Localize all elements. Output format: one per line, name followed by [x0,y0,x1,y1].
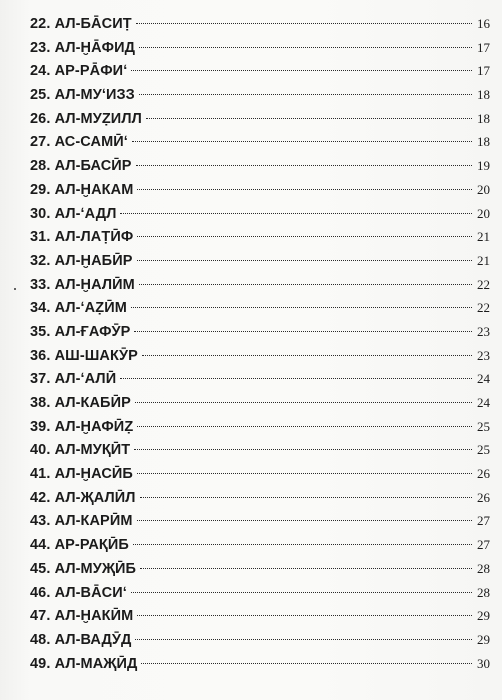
entry-title: 43. АЛ-КАРӢМ [30,513,133,530]
dot-leader [134,449,472,450]
entry-title: 22. АЛ-БĀСИṬ [30,16,132,32]
dot-leader [140,568,472,569]
toc-entry [30,415,490,439]
toc-entry [30,581,490,605]
entry-title: 36. АШ-ШАКӮР [30,347,138,364]
toc-entry [30,36,490,60]
entry-title: 38. АЛ-КАБӢР [30,395,131,411]
entry-page-number: 24 [477,395,490,410]
entry-title: 45. АЛ-МУҖӢБ [30,560,137,577]
dot-leader [131,307,472,308]
toc-entry [30,249,490,273]
entry-page-number: 18 [477,87,490,103]
entry-page-number: 17 [477,39,490,55]
entry-page-number: 28 [477,584,490,600]
entry-page-number: 20 [477,181,490,197]
dot-leader [137,615,472,616]
toc-entry [30,652,490,676]
toc-entry [30,273,490,297]
dot-leader [137,189,472,190]
entry-page-number: 29 [477,608,490,624]
entry-page-number: 21 [477,229,490,245]
entry-title: 35. АЛ-ҒАФӮР [30,323,131,340]
toc-entry [30,486,490,510]
entry-page-number: 26 [477,466,490,482]
toc-entry [30,604,490,628]
entry-title: 46. АЛ-ВĀСИʻ [30,584,127,601]
entry-title: 33. АЛ-ḪАЛӢМ [30,276,135,293]
toc-entry [30,83,490,107]
entry-page-number: 24 [477,371,490,387]
entry-page-number: 26 [477,489,490,505]
dot-leader [139,284,472,285]
dot-leader [137,236,472,237]
entry-title: 42. АЛ-ҖАЛӢЛ [30,489,136,506]
dot-leader [139,47,472,48]
entry-title: 44. АР-РАҚӢБ [30,537,129,554]
dot-leader [134,331,472,332]
entry-page-number: 30 [477,655,490,671]
entry-page-number: 27 [477,537,490,553]
entry-page-number: 16 [477,16,490,31]
dot-leader [137,260,473,261]
dot-leader [135,639,472,640]
dot-leader [131,70,472,71]
entry-title: 39. АЛ-ḪАФӢẒ [30,418,134,435]
entry-title: 25. АЛ-МУʻИЗЗ [30,87,135,104]
entry-page-number: 23 [477,323,490,339]
toc-entry [30,320,490,344]
entry-title: 37. АЛ-ʻАЛӢ [30,371,117,388]
entry-page-number: 17 [477,63,490,79]
toc-entry [30,533,490,557]
toc-entry [30,296,490,320]
dot-leader [136,165,472,166]
entry-page-number: 22 [477,300,490,316]
toc-entry [30,130,490,154]
entry-page-number: 25 [477,442,490,458]
dot-leader [140,497,472,498]
entry-title: 32. АЛ-ḪАБӢР [30,252,133,269]
toc-entry [30,59,490,83]
toc-entry [30,202,490,226]
entry-title: 31. АЛ-ЛАṬӢФ [30,229,134,246]
entry-title: 34. АЛ-ʻАẒӢМ [30,300,127,317]
entry-title: 40. АЛ-МУҚӢТ [30,442,131,459]
dot-leader [136,23,472,24]
entry-page-number: 18 [477,134,490,150]
table-of-contents [30,12,490,675]
entry-title: 23. АЛ-ḪĀФИД [30,39,136,56]
dot-leader [120,213,472,214]
margin-mark [14,288,16,290]
entry-page-number: 19 [477,158,490,174]
dot-leader [141,663,472,664]
dot-leader [132,141,472,142]
entry-title: 24. АР-РĀФИʻ [30,63,128,80]
entry-page-number: 18 [477,110,490,126]
dot-leader [131,592,472,593]
toc-entry [30,178,490,202]
toc-entry [30,462,490,486]
toc-entry [30,438,490,462]
entry-title: 28. АЛ-БАСӢР [30,158,132,175]
entry-page-number: 22 [477,276,490,292]
toc-entry [30,154,490,178]
toc-entry [30,628,490,652]
dot-leader [137,473,472,474]
entry-title: 47. АЛ-ḪАКӢМ [30,608,134,625]
entry-page-number: 20 [477,205,490,221]
toc-entry [30,391,490,415]
entry-title: 41. АЛ-ḪАСӢБ [30,466,133,483]
entry-title: 26. АЛ-МУẒИЛЛ [30,110,142,127]
toc-entry [30,12,490,36]
dot-leader [133,544,472,545]
entry-page-number: 21 [477,252,490,268]
entry-page-number: 25 [477,418,490,434]
entry-page-number: 27 [477,513,490,529]
entry-page-number: 28 [477,560,490,576]
entry-title: 30. АЛ-ʻАДЛ [30,205,117,222]
entry-page-number: 23 [477,347,490,363]
dot-leader [142,355,472,356]
entry-title: 29. АЛ-ḪАКАМ [30,181,134,198]
entry-title: 27. АС-САМӢʻ [30,134,128,151]
toc-entry [30,107,490,131]
entry-title: 48. АЛ-ВАДӮД [30,631,132,648]
toc-entry [30,557,490,581]
dot-leader [135,402,472,403]
toc-entry [30,344,490,368]
toc-entry [30,367,490,391]
dot-leader [137,520,472,521]
dot-leader [137,426,472,427]
toc-entry [30,509,490,533]
entry-page-number: 29 [477,631,490,647]
toc-entry [30,225,490,249]
entry-title: 49. АЛ-МАҖӢД [30,655,138,672]
dot-leader [139,94,472,95]
dot-leader [120,378,472,379]
dot-leader [146,118,472,119]
